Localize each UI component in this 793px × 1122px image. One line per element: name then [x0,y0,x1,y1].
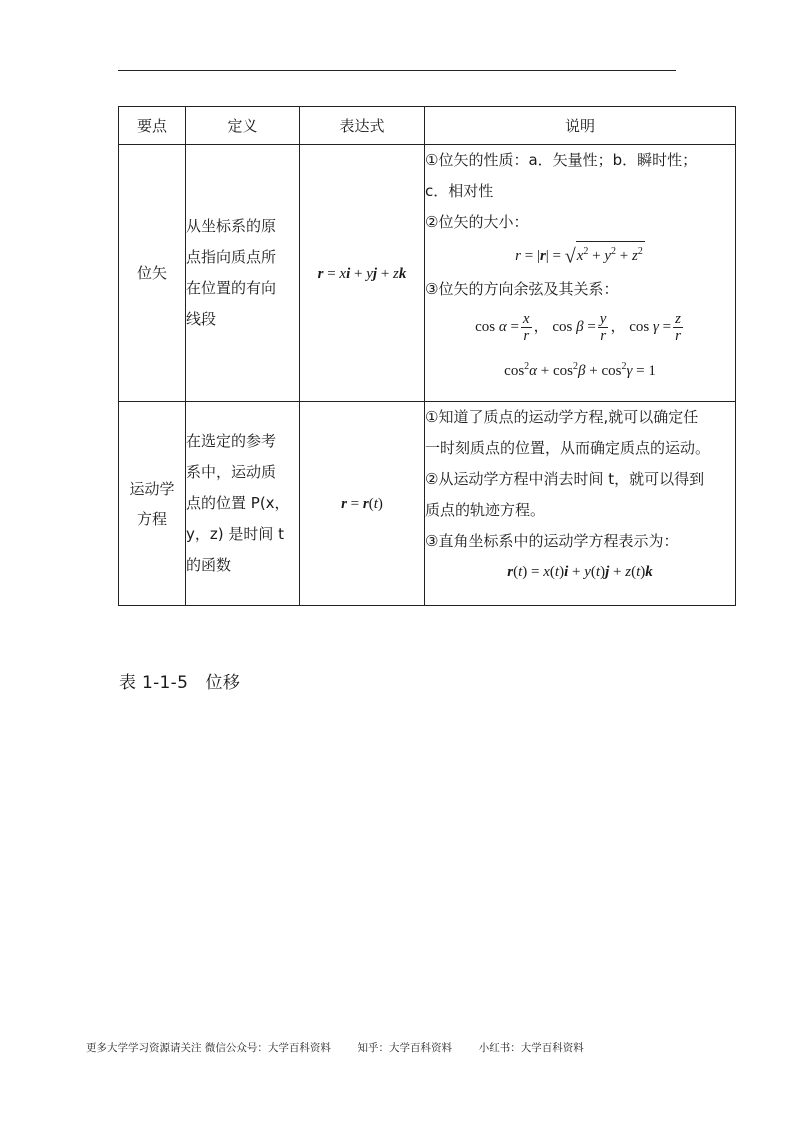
expression-cell [300,402,425,606]
term-cell: 位矢 [119,145,186,402]
note-line: ①位矢的性质：a．矢量性；b．瞬时性； [425,151,698,169]
definition-line: 点的位置 P(x， [186,494,290,512]
definition-line: 点指向质点所 [186,248,277,266]
direction-cosines-formula: cos α = $\frac{x}{r}$ ， cos β = $\frac{y}{r}$ ， cos γ = $\frac{z}{r}$ [475,311,681,345]
header-cell-expression: 表达式 [300,107,425,145]
notes-cell [425,402,736,606]
definition-cell [186,145,300,402]
concept-table [118,106,736,606]
definition-line: 在位置的有向 [186,279,277,297]
term-line: 方程 [136,509,167,528]
note-line: ③位矢的方向余弦及其关系： [425,280,619,298]
header-cell-definition: 定义 [186,107,300,145]
definition-line: 的函数 [186,556,232,574]
table-row-position-vector [119,145,736,402]
term-line: 运动学 [129,479,175,498]
notes-cell [425,145,736,402]
expression-cell [300,145,425,402]
note-line: ③直角坐标系中的运动学方程表示为： [425,532,679,550]
term-cell [119,402,186,606]
header-rule [118,70,676,71]
note-line: 一时刻质点的位置，从而确定质点的运动。 [425,439,711,457]
note-line: ②从运动学方程中消去时间 t，就可以得到 [425,470,705,488]
definition-line: y，z) 是时间 t [186,525,285,543]
header-cell-point: 要点 [119,107,186,145]
table-row-kinematic-equation [119,402,736,606]
sqrt-icon: $√x^2 + y^2 + z^2$ [565,238,645,275]
position-vector-formula: r = xi + yj + zk [317,265,407,282]
definition-line: 在选定的参考 [186,432,277,450]
definition-cell [186,402,300,606]
note-line: ①知道了质点的运动学方程,就可以确定任 [425,408,699,426]
definition-line: 线段 [186,310,217,328]
note-line: ②位矢的大小： [425,213,529,231]
definition-line: 从坐标系的原 [186,217,277,235]
magnitude-formula: $r = |r| = √x^2 + y^2 + z^2$ [425,238,735,274]
kinematic-formula: r = r(t) [341,496,383,512]
note-line: 质点的轨迹方程。 [425,501,546,519]
cosine-identity-formula: $\cos^2\alpha + \cos^2\beta + \cos^2\gamma = 1$ [504,361,656,379]
section-caption: 表 1-1-5 位移 [119,673,241,693]
table-header-row [119,107,736,145]
component-formula: r(t) = x(t)i + y(t)j + z(t)k [507,564,653,580]
header-cell-notes: 说明 [425,107,736,145]
definition-line: 系中，运动质 [186,463,277,481]
note-line: c．相对性 [425,182,494,200]
footer-note: 更多大学学习资源请关注 微信公众号：大学百科资料 知乎：大学百科资料 小红书：大学百科资料 [86,1042,584,1054]
